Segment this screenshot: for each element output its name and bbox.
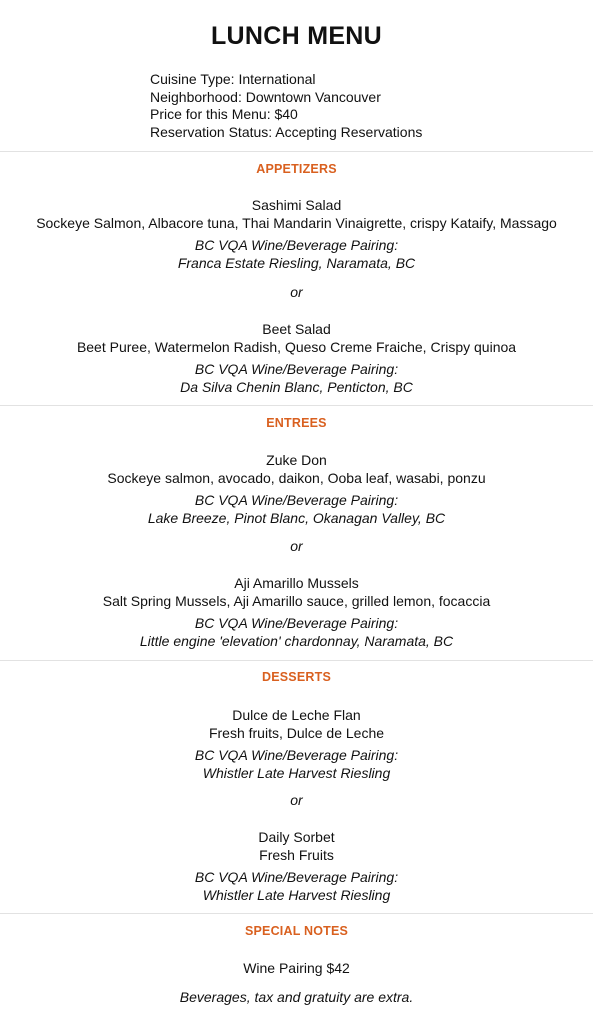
section-title-special-notes: SPECIAL NOTES — [244, 924, 349, 938]
divider — [0, 660, 593, 661]
item-description: Fresh fruits, Dulce de Leche — [208, 725, 385, 741]
or-separator: or — [290, 538, 303, 554]
item-name: Daily Sorbet — [258, 829, 335, 845]
extra-charges-note — [0, 988, 593, 1006]
reservation-status: Reservation Status: Accepting Reservations — [150, 123, 423, 140]
divider — [0, 913, 593, 914]
menu-item-dulce-de-leche-flan — [0, 706, 593, 782]
menu-item-aji-amarillo-mussels — [0, 574, 593, 650]
pairing-wine: Franca Estate Riesling, Naramata, BC — [177, 255, 416, 271]
section-title-entrees: ENTREES — [266, 416, 327, 430]
or-separator: or — [290, 284, 303, 300]
menu-item-zuke-don — [0, 451, 593, 527]
extra-charges-text: Beverages, tax and gratuity are extra. — [179, 989, 414, 1005]
pairing-label: BC VQA Wine/Beverage Pairing: — [194, 237, 399, 253]
section-title-desserts: DESSERTS — [262, 670, 331, 684]
pairing-label: BC VQA Wine/Beverage Pairing: — [194, 492, 399, 508]
wine-pairing-price: Wine Pairing $42 — [243, 960, 350, 976]
menu-item-sashimi-salad — [0, 196, 593, 272]
pairing-label: BC VQA Wine/Beverage Pairing: — [194, 869, 399, 885]
menu-price: Price for this Menu: $40 — [150, 106, 298, 122]
item-name: Aji Amarillo Mussels — [234, 575, 359, 591]
item-description: Sockeye Salmon, Albacore tuna, Thai Mandarin Vinaigrette, crispy Kataify, Massago — [36, 215, 557, 231]
divider — [0, 405, 593, 406]
item-name: Sashimi Salad — [251, 197, 342, 213]
item-name: Beet Salad — [262, 321, 331, 337]
pairing-wine: Lake Breeze, Pinot Blanc, Okanagan Valley, BC — [147, 510, 446, 526]
cuisine-type: Cuisine Type: International — [150, 71, 316, 87]
item-name: Zuke Don — [266, 452, 327, 468]
item-description: Salt Spring Mussels, Aji Amarillo sauce, grilled lemon, focaccia — [102, 593, 491, 609]
item-description: Sockeye salmon, avocado, daikon, Ooba leaf, wasabi, ponzu — [107, 470, 486, 486]
page-title: LUNCH MENU — [210, 22, 383, 50]
menu-item-beet-salad — [0, 320, 593, 396]
pairing-label: BC VQA Wine/Beverage Pairing: — [194, 361, 399, 377]
menu-info — [150, 71, 422, 141]
divider — [0, 151, 593, 152]
menu-item-daily-sorbet — [0, 828, 593, 904]
pairing-wine: Little engine 'elevation' chardonnay, Naramata, BC — [139, 633, 454, 649]
pairing-wine: Whistler Late Harvest Riesling — [202, 765, 391, 781]
pairing-label: BC VQA Wine/Beverage Pairing: — [194, 615, 399, 631]
or-separator: or — [290, 792, 303, 808]
item-description: Beet Puree, Watermelon Radish, Queso Creme Fraiche, Crispy quinoa — [76, 339, 517, 355]
section-title-appetizers: APPETIZERS — [256, 162, 337, 176]
pairing-label: BC VQA Wine/Beverage Pairing: — [194, 747, 399, 763]
neighborhood: Neighborhood: Downtown Vancouver — [150, 88, 381, 105]
item-name: Dulce de Leche Flan — [232, 707, 361, 723]
pairing-wine: Whistler Late Harvest Riesling — [202, 887, 391, 903]
item-description: Fresh Fruits — [259, 847, 334, 863]
pairing-wine: Da Silva Chenin Blanc, Penticton, BC — [180, 379, 413, 395]
